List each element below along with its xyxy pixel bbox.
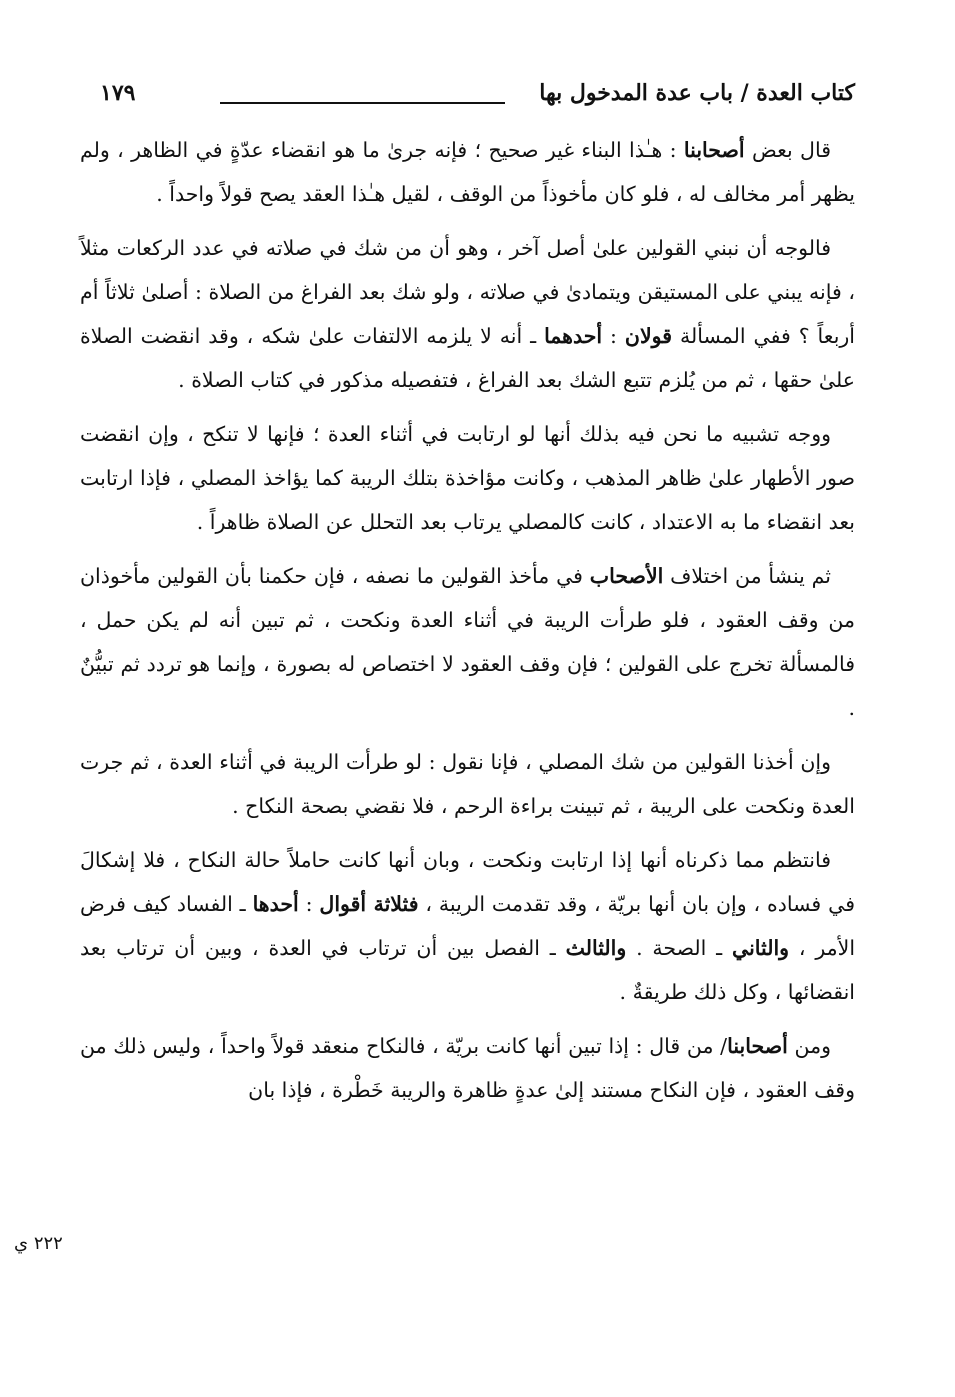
text-run: فانتظم مما ذكرناه أنها إذا ارتابت ونكحت ، وبان أنها كانت حاملاً حالة النكاح ، فلا إشكالَ في فساده ، وإن بان أنها بريّة ، وقد تقدمت الريبة ، <box>80 848 855 916</box>
text-run: / من قال : إذا تبين أنها كانت بريّة ، فالنكاح منعقد قولاً واحداً ، وليس ذلك من وقف العقود ، فإن النكاح مستند إلىٰ عدةٍ ظاهرة والريبة خَطْرة ، فإذا بان <box>80 1034 855 1102</box>
bold-term: فثلاثة أقوال <box>319 892 419 916</box>
page-body <box>80 128 855 1122</box>
text-run: ثم ينشأ من اختلاف <box>663 564 831 588</box>
text-run: قال بعض <box>744 138 831 162</box>
text-run: وإن أخذنا القولين من شك المصلي ، فإنا نقول : لو طرأت الريبة في أثناء العدة ، ثم جرت العدة ونكحت على الريبة ، ثم تبينت براءة الرحم ، فلا نقضي بصحة النكاح . <box>80 750 855 818</box>
bold-term: والثاني <box>732 936 790 960</box>
bold-term: قولان <box>624 324 673 348</box>
text-run: ومن <box>787 1034 831 1058</box>
text-run: في مأخذ القولين ما نصفه ، فإن حكمنا بأن القولين مأخوذان من وقف العقود ، فلو طرأت الريبة في أثناء العدة ونكحت ، ثم تبين أنه لم يكن حمل ، فالمسألة تخرج على القولين ؛ فإن وقف العقود لا اختصاص له بصورة ، وإنما هو تردد ثم تبيُّنٌ . <box>80 564 855 720</box>
bold-term: والثالث <box>565 936 627 960</box>
text-run: ووجه تشبيه ما نحن فيه بذلك أنها لو ارتابت في أثناء العدة ؛ فإنها لا تنكح ، وإن انقضت صور الأطهار علىٰ ظاهر المذهب ، وكانت مؤاخذة بتلك الريبة كما يؤاخذ المصلي ، فإذا ارتابت بعد انقضاء ما به الاعتداد ، كانت كالمصلي يرتاب بعد التحلل عن الصلاة ظاهراً . <box>80 422 855 534</box>
text-run: ـ الفساد كيف فرض الأمر ، <box>80 892 856 960</box>
text-run: فالوجه أن نبني القولين علىٰ أصل آخر ، وهو أن من شك في صلاته في عدد الركعات مثلاً ، فإنه يبني على المستيقن ويتمادىٰ في صلاته ، ولو شك بعد الفراغ من الصلاة : أصلىٰ ثلاثاً أم أربعاً ؟ ففي المسألة <box>80 236 855 348</box>
page-number: ١٧٩ <box>100 80 136 106</box>
paragraph <box>80 412 855 544</box>
chapter-title: كتاب العدة / باب عدة المدخول بها <box>539 80 855 106</box>
bold-term: أحدها <box>252 892 299 916</box>
bold-term: أصحابنا <box>683 138 745 162</box>
paragraph <box>80 128 855 216</box>
text-run: : <box>602 324 625 348</box>
paragraph <box>80 838 855 1014</box>
paragraph <box>80 1024 855 1112</box>
paragraph <box>80 226 855 402</box>
margin-note: ٢٢٢ ي <box>14 1233 63 1254</box>
text-run: ـ الفصل بين أن ترتاب في العدة ، وبين أن ترتاب بعد انقضائها ، وكل ذلك طريقةٌ . <box>80 936 855 1004</box>
paragraph <box>80 554 855 730</box>
bold-term: أصحابنا <box>727 1034 788 1058</box>
bold-term: أحدهما <box>544 324 603 348</box>
text-run: ـ أنه لا يلزمه الالتفات علىٰ شكه ، وقد انقضت الصلاة علىٰ حقها ، ثم من يُلزم تتبع الشك بعد الفراغ ، فتفصيله مذكور في كتاب الصلاة . <box>80 324 855 392</box>
running-header <box>80 78 855 118</box>
text-run: : هـٰذا البناء غير صحيح ؛ فإنه جرىٰ ما هو انقضاء عدّةٍ في الظاهر ، ولم يظهر أمر مخالف له ، فلو كان مأخوذاً من الوقف ، لقيل هـٰذا العقد يصح قولاً واحداً . <box>80 138 855 206</box>
bold-term: الأصحاب <box>589 564 664 588</box>
paragraph <box>80 740 855 828</box>
text-run: ـ الصحة . <box>626 936 732 960</box>
header-rule <box>220 102 505 104</box>
text-run: : <box>298 892 320 916</box>
